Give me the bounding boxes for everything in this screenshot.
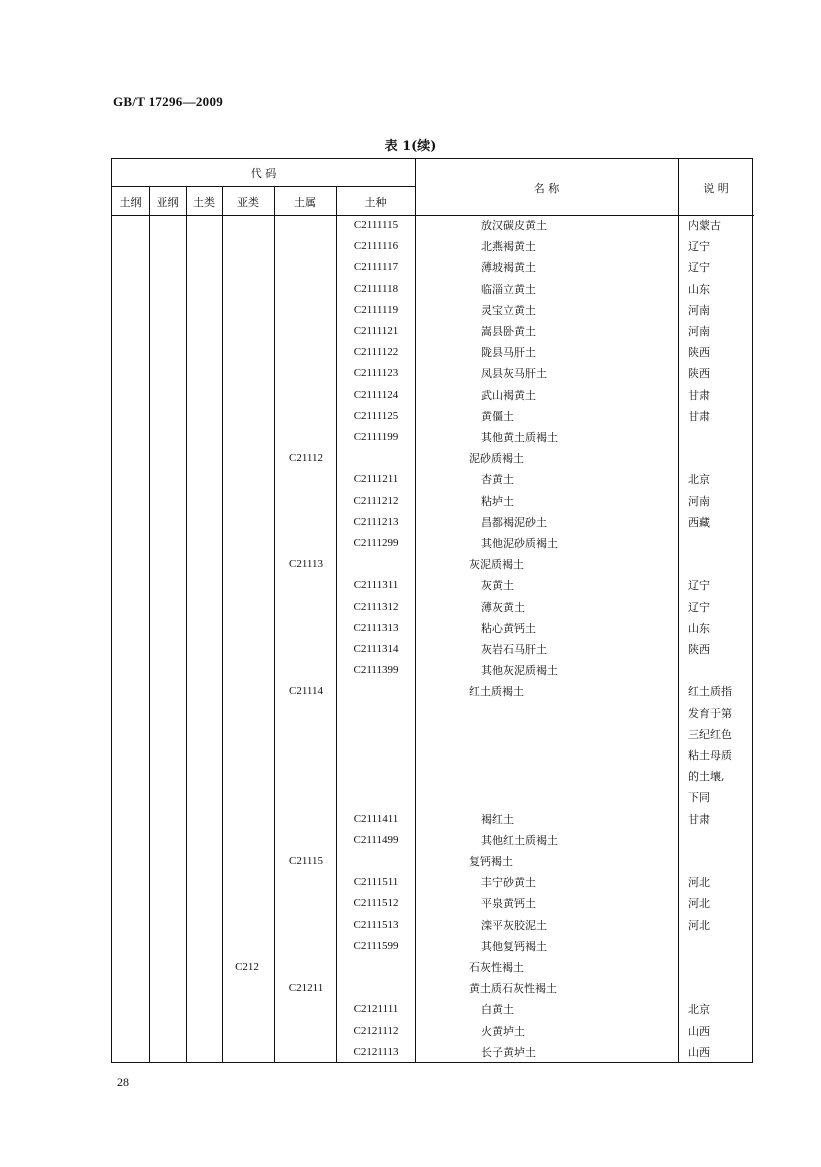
cell-note: 辽宁: [688, 579, 710, 593]
cell-species: C2111125: [353, 409, 399, 422]
cell-species: C2111124: [353, 388, 399, 401]
cell-name: 泥砂质褐土: [469, 452, 524, 466]
soil-classification-table: [111, 158, 753, 1063]
cell-name: 褐红土: [481, 812, 514, 826]
cell-species: C2111118: [353, 282, 399, 295]
cell-name: 黄僵土: [481, 409, 514, 423]
cell-note: 河北: [688, 918, 710, 932]
cell-name: 其他黄土质褐土: [481, 431, 558, 444]
cell-species: C2111119: [353, 303, 399, 316]
table-row: [112, 257, 754, 278]
cell-species: C2111199: [353, 431, 399, 443]
cell-name: 武山褐黄土: [481, 388, 536, 402]
cell-name: 白黄土: [481, 1003, 514, 1017]
table-row: [112, 279, 754, 300]
table-row: [112, 787, 754, 808]
cell-note: 山东: [688, 621, 710, 635]
header-species: 土种: [364, 196, 387, 209]
cell-species: C2111213: [353, 515, 399, 528]
cell-name: 红土质褐土: [469, 685, 524, 699]
table-row: [112, 597, 754, 618]
cell-species: C2111117: [353, 261, 399, 274]
cell-name: 薄灰黄土: [481, 600, 525, 614]
header-class: 土类: [193, 196, 215, 209]
cell-species: C2111511: [353, 876, 399, 889]
cell-name: 灰泥质褐土: [469, 558, 524, 572]
table-caption: 表 1(续): [384, 139, 437, 154]
cell-species: C2111116: [353, 240, 399, 253]
header-name: 名 称: [533, 182, 560, 195]
cell-note: 陕西: [688, 346, 710, 360]
table-row: [112, 300, 754, 321]
cell-note: 发育于第: [688, 706, 732, 720]
table-row: [112, 745, 754, 766]
cell-name: 灵宝立黄土: [481, 303, 536, 317]
cell-name: 昌都褐泥砂土: [481, 515, 547, 529]
cell-note: 山西: [688, 1045, 710, 1059]
cell-note: 甘肃: [688, 388, 710, 402]
cell-name: 长子黄垆土: [481, 1045, 536, 1059]
table-row: [112, 406, 754, 427]
cell-note: 河南: [688, 325, 710, 338]
cell-species: C2111121: [353, 325, 399, 337]
table-row: [112, 321, 754, 342]
table-row: [112, 363, 754, 384]
cell-note: 内蒙古: [688, 219, 721, 232]
cell-species: C2121112: [353, 1024, 399, 1037]
cell-name: 嵩县卧黄土: [481, 325, 536, 338]
cell-species: C2111599: [353, 939, 399, 952]
cell-note: 红土质指: [688, 685, 732, 699]
cell-note: 北京: [688, 473, 710, 487]
cell-name: 平泉黄钙土: [481, 897, 536, 911]
cell-name: 复钙褐土: [469, 855, 513, 868]
cell-species: C2111499: [353, 833, 399, 846]
cell-note: 西藏: [688, 515, 710, 529]
table-row: [112, 1042, 754, 1063]
cell-name: 其他红土质褐土: [481, 833, 558, 847]
cell-species: C2111313: [353, 621, 399, 634]
cell-group: C21113: [288, 558, 324, 571]
table-row: [112, 936, 754, 957]
cell-group: C21115: [288, 855, 324, 867]
cell-species: C2111212: [353, 494, 399, 507]
page-number: 28: [117, 1075, 129, 1089]
table-row: [112, 681, 754, 702]
cell-note: 的土壤,: [688, 770, 725, 784]
table-row: [112, 575, 754, 596]
cell-note: 河北: [688, 876, 710, 890]
cell-note: 河南: [688, 494, 710, 508]
cell-note: 陕西: [688, 643, 710, 656]
table-row: [112, 1021, 754, 1042]
table-row: [112, 385, 754, 406]
table-row: [112, 236, 754, 257]
table-row: [112, 427, 754, 448]
table-row: [112, 512, 754, 533]
cell-name: 杏黄土: [481, 473, 514, 487]
cell-species: C2111115: [353, 219, 399, 231]
table-row: [112, 978, 754, 999]
table-row: [112, 554, 754, 575]
cell-species: C2111299: [353, 537, 399, 549]
table-row: [112, 703, 754, 724]
table-row: [112, 469, 754, 490]
table-row: [112, 491, 754, 512]
table-row: [112, 893, 754, 914]
cell-species: C2111314: [353, 643, 399, 655]
cell-species: C2121113: [353, 1045, 399, 1058]
table-row: [112, 639, 754, 660]
cell-note: 甘肃: [688, 409, 710, 423]
cell-species: C2111123: [353, 367, 399, 380]
cell-name: 石灰性褐土: [469, 961, 524, 974]
cell-species: C2111122: [353, 346, 399, 359]
table-row: [112, 915, 754, 936]
cell-note: 三纪红色: [688, 727, 732, 741]
header-note: 说 明: [703, 182, 729, 195]
cell-note: 辽宁: [688, 600, 710, 614]
cell-name: 丰宁砂黄土: [481, 876, 536, 890]
cell-species: C2111399: [353, 664, 399, 677]
cell-name: 其他灰泥质褐土: [481, 664, 558, 678]
cell-subclass: C212: [235, 961, 259, 973]
cell-name: 火黄垆土: [481, 1024, 525, 1038]
cell-note: 山西: [688, 1024, 710, 1038]
table-row: [112, 618, 754, 639]
cell-species: C2111512: [353, 897, 399, 910]
cell-name: 黄土质石灰性褐土: [469, 982, 557, 996]
cell-note: 山东: [688, 282, 710, 296]
cell-species: C2111513: [353, 918, 399, 931]
table-row: [112, 342, 754, 363]
table-row: [112, 724, 754, 745]
cell-note: 北京: [688, 1003, 710, 1017]
table-row: [112, 851, 754, 872]
cell-note: 甘肃: [688, 812, 710, 826]
table-row: [112, 448, 754, 469]
cell-name: 其他复钙褐土: [481, 939, 547, 953]
header-subclass: 亚类: [237, 196, 259, 209]
cell-note: 下同: [688, 791, 710, 805]
cell-group: C21114: [288, 685, 324, 698]
table-row: [112, 999, 754, 1020]
cell-name: 临淄立黄土: [481, 282, 536, 296]
cell-name: 薄坡褐黄土: [481, 261, 536, 275]
cell-name: 灰岩石马肝土: [481, 643, 547, 656]
cell-note: 陕西: [688, 367, 710, 381]
cell-species: C2121111: [353, 1003, 399, 1016]
table-row: [112, 830, 754, 851]
cell-name: 凤县灰马肝土: [481, 367, 547, 381]
cell-note: 河北: [688, 897, 710, 911]
cell-name: 粘垆土: [481, 494, 514, 508]
table-row: [112, 660, 754, 681]
cell-species: C2111312: [353, 600, 399, 613]
header-suborder: 亚纲: [156, 196, 179, 209]
table-row: [112, 533, 754, 554]
table-row: [112, 957, 754, 978]
cell-species: C2111411: [353, 812, 399, 825]
cell-name: 放汉碳皮黄土: [481, 219, 547, 232]
table-row: [112, 766, 754, 787]
cell-name: 滦平灰胶泥土: [481, 918, 547, 932]
header-group: 土属: [294, 196, 316, 209]
cell-note: 辽宁: [688, 261, 710, 275]
cell-name: 灰黄土: [481, 579, 514, 593]
cell-name: 其他泥砂质褐土: [481, 537, 558, 550]
cell-name: 粘心黄钙土: [481, 621, 536, 635]
divider: [112, 186, 415, 187]
table-row: [112, 215, 754, 236]
header-order: 土纲: [119, 196, 142, 209]
cell-species: C2111311: [353, 579, 399, 592]
cell-note: 辽宁: [688, 240, 710, 254]
header-code: 代 码: [250, 167, 277, 180]
cell-species: C2111211: [353, 473, 399, 486]
cell-name: 陇县马肝土: [481, 346, 536, 360]
table-row: [112, 872, 754, 893]
cell-group: C21211: [288, 982, 324, 995]
standard-code: GB/T 17296—2009: [113, 94, 224, 109]
table-row: [112, 809, 754, 830]
cell-group: C21112: [288, 452, 324, 465]
cell-note: 粘土母质: [688, 749, 732, 762]
cell-name: 北燕褐黄土: [481, 240, 536, 254]
cell-note: 河南: [688, 303, 710, 317]
